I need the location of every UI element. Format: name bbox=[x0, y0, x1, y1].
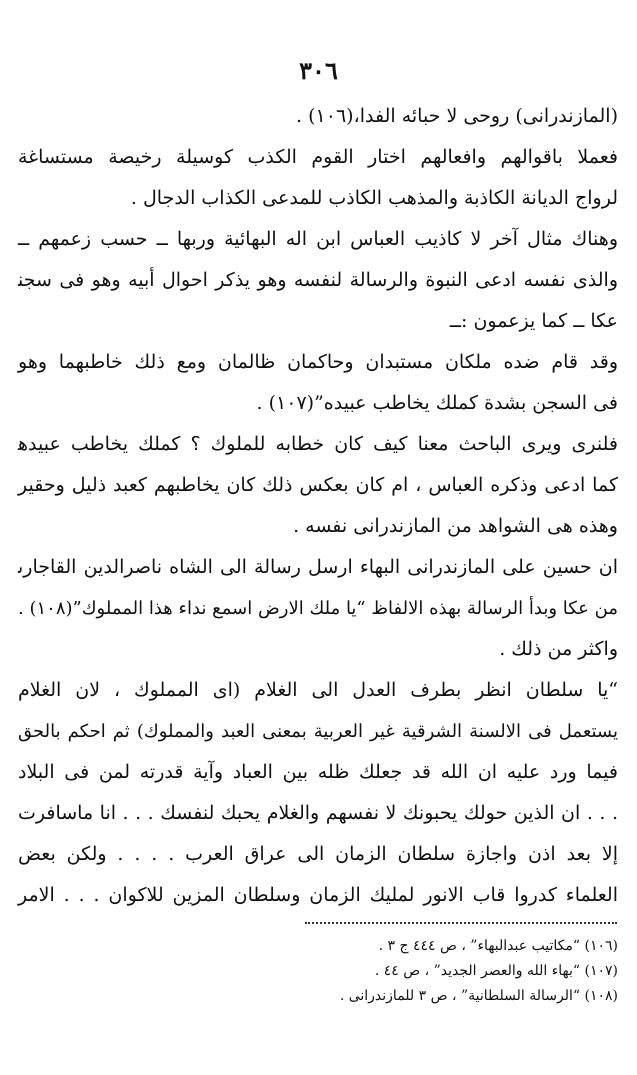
body-line: لرواج الديانة الكاذبة والمذهب الكاذب للمدعى الكذاب الدجال . bbox=[130, 187, 618, 209]
body-line: ان حسين على المازندرانى البهاء ارسل رسالة الى الشاه ناصرالدين القاجارى bbox=[18, 556, 618, 578]
body-line: يستعمل فى الالسنة الشرقية غير العربية بمعنى العبد والمملوك) ثم احكم بالحق bbox=[18, 721, 618, 742]
body-line: والذى نفسه ادعى النبوة والرسالة لنفسه وهو يذكر احوال أبيه وهو فى سجن bbox=[18, 269, 618, 291]
body-text bbox=[18, 96, 618, 916]
body-line: واكثر من ذلك . bbox=[499, 638, 618, 660]
footnote-107: (١٠٧) “بهاء الله والعصر الجديد” ، ص ٤٤ . bbox=[374, 963, 618, 979]
footnote-106: (١٠٦) “مكاتيب عبدالبهاء” ، ص ٤٤٤ ج ٣ . bbox=[378, 938, 618, 954]
body-line: فى السجن بشدة كملك يخاطب عبيده”(١٠٧) . bbox=[256, 392, 618, 414]
body-line: إلا بعد اذن واجازة سلطان الزمان الى عراق العرب . . . . ولكن بعض bbox=[18, 843, 618, 865]
page-number: ٣٠٦ bbox=[299, 56, 338, 85]
body-line: من عكا وبدأ الرسالة بهذه الالفاظ “يا ملك الارض اسمع نداء هذا المملوك”(١٠٨) . bbox=[18, 598, 618, 619]
body-line: (المازندرانی) روحی لا حبائه الفدا،(١٠٦) . bbox=[296, 105, 618, 127]
body-line: وقد قام ضده ملكان مستبدان وحاكمان ظالمان ومع ذلك خاطبهما وهو bbox=[18, 351, 618, 373]
body-line: “يا سلطان انظر بطرف العدل الى الغلام (اى المملوك ، لان الغلام bbox=[18, 679, 618, 701]
body-line: العلماء كدروا قاب الانور لمليك الزمان وسلطان المزين للاكوان . . . الامر bbox=[18, 884, 618, 906]
body-line: كما ادعى وذكره العباس ، ام كان بعكس ذلك كان يخاطبهم كعبد ذليل وحقير bbox=[18, 474, 618, 496]
body-line: وهناك مثال آخر لا كاذيب العباس ابن اله البهائية وربها ــ حسب زعمهم ــ bbox=[18, 228, 618, 250]
body-line: فعملا باقوالهم وافعالهم اختار القوم الكذب كوسيلة رخيصة مستساغة bbox=[18, 146, 618, 168]
body-line: فيما ورد عليه ان الله قد جعلك ظله بين العباد وآية قدرته لمن فى البلاد bbox=[18, 761, 618, 783]
body-line: وهذه هى الشواهد من المازندرانى نفسه . bbox=[293, 515, 618, 537]
footnote-108: (١٠٨) “الرسالة السلطانية” ، ص ٣ للمازندرانى . bbox=[339, 988, 618, 1004]
footnote-divider bbox=[305, 922, 617, 924]
body-line: فلنرى ويرى الباحث معنا كيف كان خطابه للملوك ؟ كملك يخاطب عبيده bbox=[18, 433, 618, 455]
body-line: . . . ان الذين حولك يحبونك لا نفسهم والغلام يحبك لنفسك . . . انا ماسافرت bbox=[18, 802, 618, 824]
body-line: عكا ــ كما يزعمون :ــ bbox=[449, 310, 618, 332]
footnotes bbox=[18, 934, 618, 1009]
